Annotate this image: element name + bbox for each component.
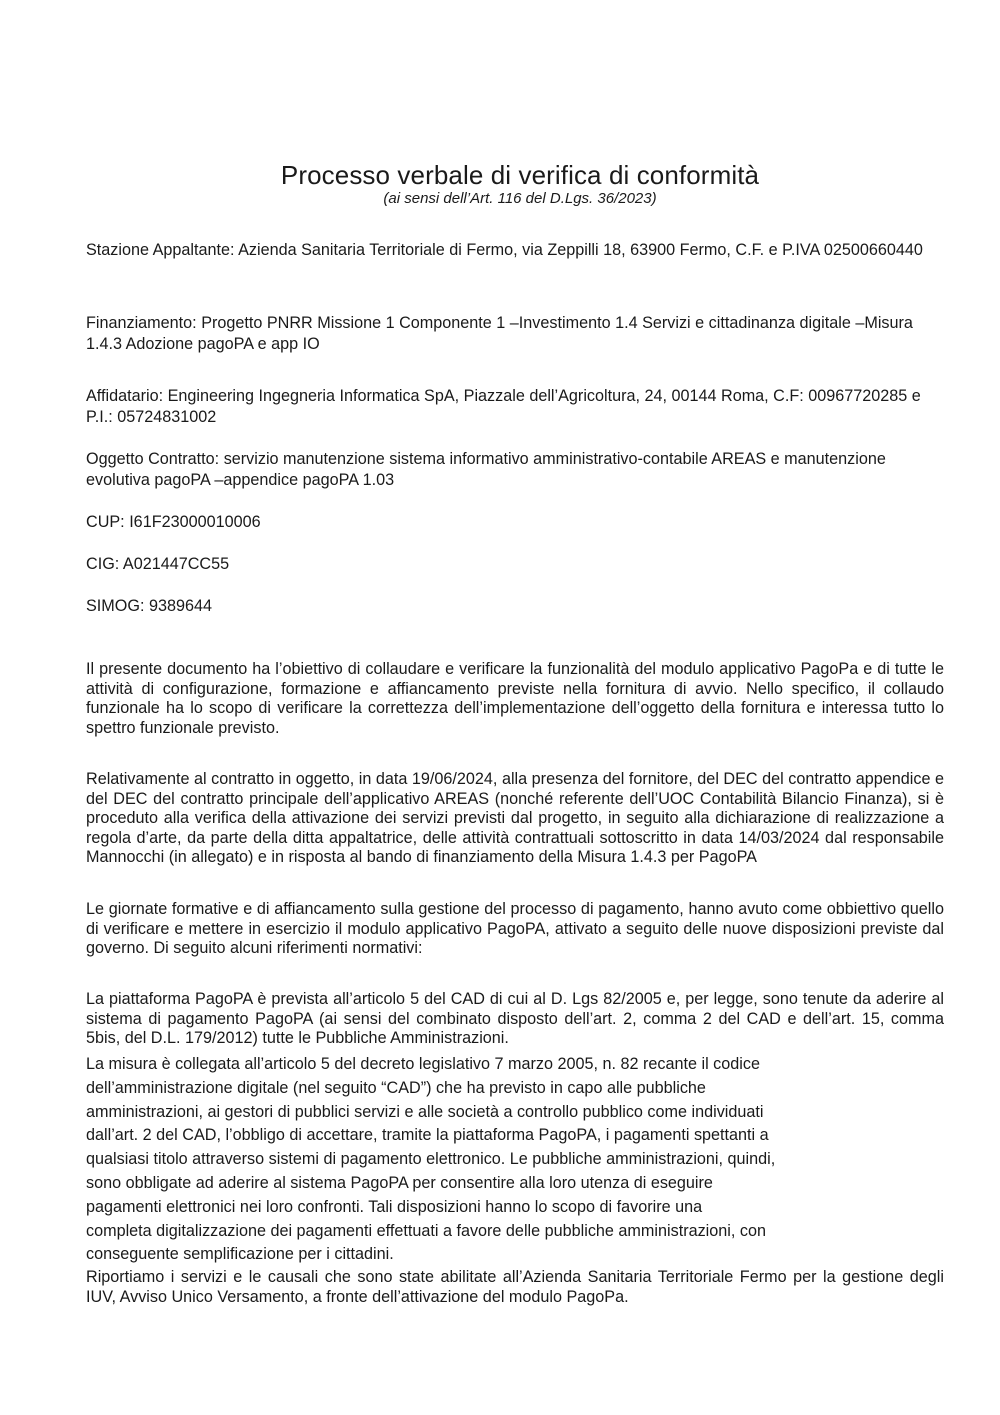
field-value: I61F23000010006 — [129, 513, 261, 531]
field-affidatario — [86, 386, 944, 428]
paragraph-line: conseguente semplificazione per i cittadini. — [86, 1245, 394, 1264]
field-label: Stazione Appaltante: — [86, 241, 235, 259]
document-subtitle: (ai sensi dell’Art. 116 del D.Lgs. 36/2023) — [383, 190, 657, 207]
paragraph-line: La misura è collegata all’articolo 5 del decreto legislativo 7 marzo 2005, n. 82 recante il codice — [86, 1055, 760, 1073]
document-title: Processo verbale di verifica di conformità — [280, 160, 760, 190]
field-cup — [86, 512, 944, 533]
field-label: CUP: — [86, 513, 125, 531]
field-label: Oggetto Contratto: — [86, 450, 220, 468]
field-label: SIMOG: — [86, 597, 145, 615]
field-value: Engineering Ingegneria Informatica SpA, Piazzale dell’Agricoltura, 24, 00144 Roma, C.F: 00967720285 e P.I.: 05724831002 — [86, 387, 921, 426]
paragraph-line: amministrazioni, ai gestori di pubblici servizi e alle società a controllo pubblico come individuati — [86, 1102, 764, 1121]
paragraph-line: pagamenti elettronici nei loro confronti. Tali disposizioni hanno lo scopo di favorire una — [86, 1197, 703, 1216]
field-label: Affidatario: — [86, 387, 164, 405]
field-value: servizio manutenzione sistema informativo amministrativo-contabile AREAS e manutenzione evolutiva pagoPA –appendice pagoPA 1.03 — [86, 450, 886, 489]
paragraph-purpose: Il presente documento ha l’obiettivo di collaudare e verificare la funzionalità del modulo applicativo PagoPa e di tutte le attività di configurazione, formazione e affiancamento previste nella fornitura di avvio. Nello specifico, il collaudo funzionale ha lo scopo di verificare la correttezza dell’implementazione dell’oggetto della fornitura e interessa tutto lo spettro funzionale previsto. — [86, 660, 944, 737]
field-value: Progetto PNRR Missione 1 Componente 1 –Investimento 1.4 Servizi e cittadinanza digitale –Misura 1.4.3 Adozione pagoPA e app IO — [86, 314, 913, 353]
paragraph-legal-basis: La piattaforma PagoPA è prevista all’articolo 5 del CAD di cui al D. Lgs 82/2005 e, per legge, sono tenute da aderire al sistema di pagamento PagoPA (ai sensi del combinato disposto dell’art. 2, comma 2 del CAD e dell’art. 15, comma 5bis, del D.L. 179/2012) tutte le Pubbliche Amministrazioni. — [86, 990, 944, 1047]
paragraph-line: dell’amministrazione digitale (nel seguito “CAD”) che ha previsto in capo alle pubbliche — [86, 1078, 706, 1097]
field-value: 9389644 — [148, 597, 212, 615]
field-label: CIG: — [86, 555, 120, 573]
paragraph-training: Le giornate formative e di affiancamento sulla gestione del processo di pagamento, hanno avuto come obbiettivo quello di verificare e mettere in esercizio il modulo applicativo PagoPA, attivato a seguito delle nuove disposizioni previste dal governo. Di seguito alcuni riferimenti normativi: — [86, 900, 944, 957]
paragraph-measure — [86, 1053, 944, 1267]
field-value: Azienda Sanitaria Territoriale di Fermo, via Zeppilli 18, 63900 Fermo, C.F. e P.IVA 02500660440 — [238, 241, 923, 259]
paragraph-line: completa digitalizzazione dei pagamenti effettuati a favore delle pubbliche amministrazioni, con — [86, 1221, 766, 1240]
field-cig — [86, 554, 944, 575]
paragraph-line: sono obbligate ad aderire al sistema PagoPA per consentire alla loro utenza di eseguire — [86, 1173, 713, 1192]
field-label: Finanziamento: — [86, 314, 197, 332]
field-value: A021447CC55 — [122, 555, 230, 573]
field-oggetto-contratto — [86, 449, 944, 491]
paragraph-line: qualsiasi titolo attraverso sistemi di pagamento elettronico. Le pubbliche amministrazioni, quindi, — [86, 1150, 776, 1169]
paragraph-services: Riportiamo i servizi e le causali che sono state abilitate all’Azienda Sanitaria Territoriale Fermo per la gestione degli IUV, Avviso Unico Versamento, a fronte dell’attivazione del modulo PagoPa. — [86, 1268, 944, 1306]
paragraph-verification: Relativamente al contratto in oggetto, in data 19/06/2024, alla presenza del fornitore, del DEC del contratto appendice e del DEC del contratto principale dell’applicativo AREAS (nonché referente dell’UOC Contabilità Bilancio Finanza), si è proceduto alla verifica della attivazione dei servizi previsti dal progetto, in seguito alla dichiarazione di realizzazione a regola d’arte, da parte della ditta appaltatrice, delle attività contrattuali sottoscritto in data 14/03/2024 dal responsabile Mannocchi (in allegato) e in risposta al bando di finanziamento della Misura 1.4.3 per PagoPA — [86, 770, 944, 866]
field-stazione-appaltante — [86, 240, 944, 261]
field-simog — [86, 596, 944, 617]
paragraph-line: dall’art. 2 del CAD, l’obbligo di accettare, tramite la piattaforma PagoPA, i pagamenti spettanti a — [86, 1126, 769, 1145]
field-finanziamento — [86, 313, 944, 355]
